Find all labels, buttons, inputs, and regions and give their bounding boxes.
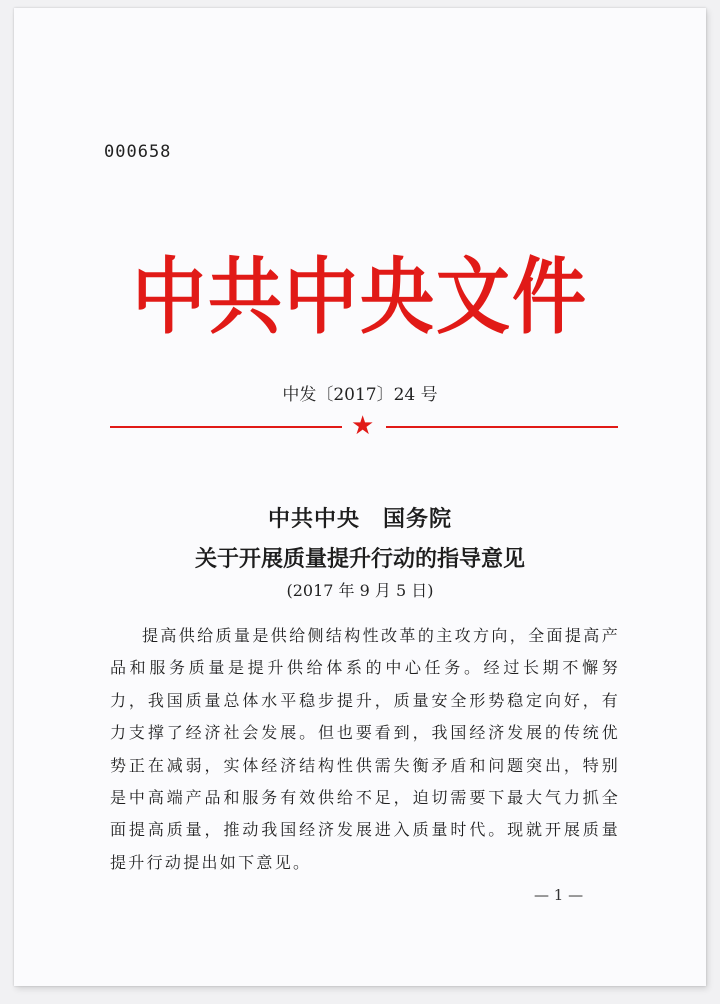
document-page bbox=[14, 8, 706, 986]
document-date: (2017 年 9 月 5 日) bbox=[286, 581, 434, 600]
star-icon: ★ bbox=[351, 411, 375, 441]
serial-number: 000658 bbox=[104, 142, 172, 162]
divider-line-right bbox=[386, 426, 618, 428]
issuing-authorities: 中共中央 国务院 bbox=[267, 507, 452, 532]
document-title: 关于开展质量提升行动的指导意见 bbox=[194, 547, 525, 572]
document-number: 中发〔2017〕24 号 bbox=[282, 385, 438, 405]
body-paragraph: 提高供给质量是供给侧结构性改革的主攻方向，全面提高产品和服务质量是提升供给体系的中心任务。经过长期不懈努力，我国质量总体水平稳步提升，质量安全形势稳定向好，有力支撑了经济社会发展。但也要看到，我国经济发展的传统优势正在减弱，实体经济结构性供需失衡矛盾和问题突出，特别是中高端产品和服务有效供给不足，迫切需要下最大气力抓全面提高质量，推动我国经济发展进入质量时代。现就开展质量提升行动提出如下意见。 bbox=[110, 626, 620, 872]
red-divider bbox=[110, 411, 618, 441]
page-number: — 1 — bbox=[534, 886, 584, 904]
divider-line-left bbox=[110, 426, 342, 428]
document-header: 中共中央文件 bbox=[132, 249, 588, 346]
